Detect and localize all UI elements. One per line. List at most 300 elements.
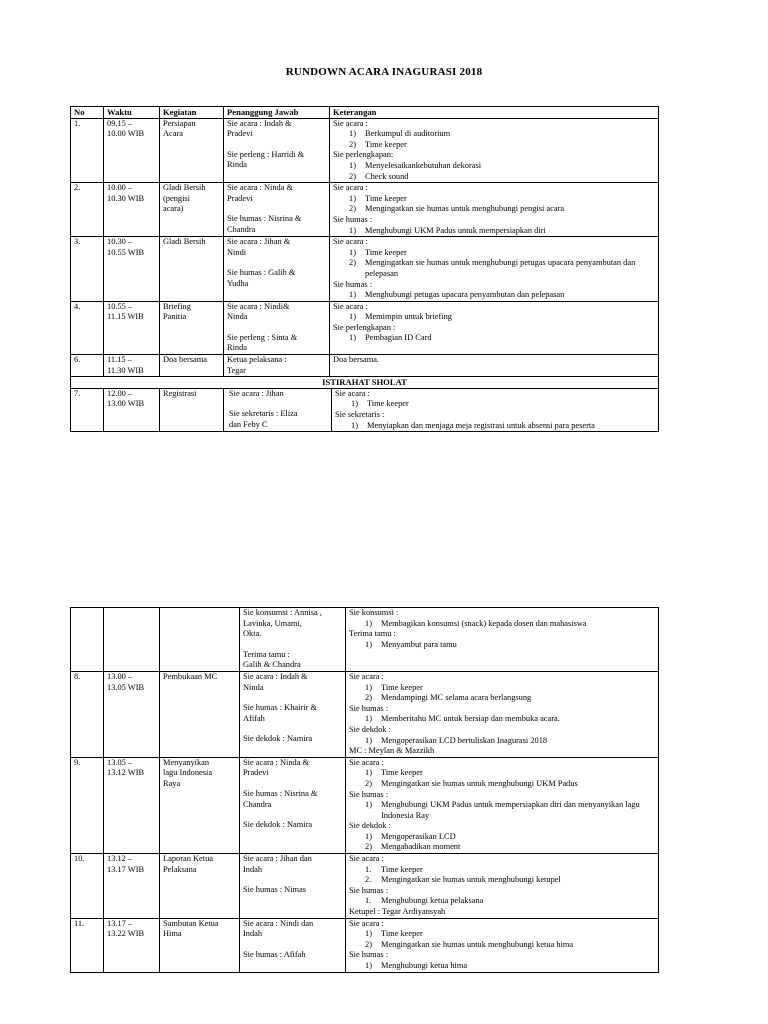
penanggung-jawab-line: Okta.	[243, 629, 262, 639]
penanggung-jawab-line: Ninda	[243, 682, 264, 692]
item-number: 2)	[365, 693, 372, 703]
keterangan-item	[365, 693, 655, 704]
item-number: 1)	[365, 961, 372, 970]
item-number: 1)	[349, 193, 356, 203]
keterangan-cell	[332, 389, 659, 431]
item-number: 1)	[365, 929, 372, 939]
penanggung-jawab-line: Lavinka, Umami,	[243, 618, 302, 628]
keterangan-list	[335, 399, 655, 410]
break-row	[71, 377, 659, 389]
keterangan-item	[349, 290, 655, 301]
item-text: Time keeper	[381, 768, 423, 778]
waktu-cell-line: 13.00 –	[107, 671, 133, 681]
item-text: Check sound	[365, 171, 409, 181]
keterangan-list	[333, 194, 655, 215]
keterangan-item	[365, 683, 655, 694]
keterangan-list	[335, 421, 655, 432]
no-cell	[71, 608, 104, 672]
item-number: 1)	[365, 768, 372, 778]
penanggung-jawab-line: Pradevi	[227, 129, 253, 139]
no-cell-line: 11.	[74, 918, 85, 928]
table-row	[71, 355, 659, 377]
keterangan-item	[349, 333, 655, 344]
header-no: No	[71, 107, 104, 119]
no-cell	[71, 237, 104, 302]
penanggung-jawab-cell	[240, 608, 346, 672]
keterangan-list	[349, 640, 655, 651]
item-number: 1)	[365, 639, 372, 649]
item-text: Menyambut para tamu	[381, 639, 457, 649]
no-cell	[71, 854, 104, 919]
penanggung-jawab-line: Sie acara : Jihan dan	[243, 854, 312, 864]
item-number: 2.	[365, 875, 372, 885]
keterangan-label: Sie humas :	[349, 703, 389, 713]
waktu-cell-line: 13.17 WIB	[107, 864, 145, 874]
penanggung-jawab-line: Indah	[243, 864, 263, 874]
waktu-cell	[104, 388, 160, 431]
keterangan-item	[349, 226, 655, 237]
keterangan-label: Sie humas :	[349, 885, 389, 895]
keterangan-list	[349, 832, 655, 853]
waktu-cell-line: 11.15 WIB	[107, 312, 144, 322]
kegiatan-cell-line: Persiapan	[163, 118, 196, 128]
no-cell	[71, 388, 104, 431]
item-text: Mendampingi MC selama acara berlangsung	[381, 693, 532, 703]
item-text: Memimpin untuk briefing	[365, 312, 452, 322]
item-number: 2)	[365, 778, 372, 788]
table-row	[71, 757, 659, 853]
table-header-row	[71, 107, 659, 119]
keterangan-list	[349, 619, 655, 630]
header-kegiatan: Kegiatan	[160, 107, 224, 119]
waktu-cell-line: 10.30 WIB	[107, 193, 145, 203]
penanggung-jawab-line: Tegar	[227, 365, 246, 375]
waktu-cell-line: 10.30 –	[107, 237, 133, 247]
keterangan-list	[333, 248, 655, 280]
keterangan-label: Sie acara :	[349, 854, 384, 864]
no-cell	[71, 671, 104, 757]
row7-split-cell	[224, 388, 659, 431]
item-text: Menghubungi ketua pelaksana	[381, 896, 484, 906]
item-text: Time keeper	[365, 193, 407, 203]
keterangan-cell	[330, 237, 659, 302]
penanggung-jawab-line: Sie acara : Jihan	[229, 388, 284, 398]
waktu-cell-line: 10.00 –	[107, 183, 133, 193]
kegiatan-cell-line: Panitia	[163, 312, 187, 322]
keterangan-item	[365, 736, 655, 747]
waktu-cell	[104, 355, 160, 377]
no-cell-line: 6.	[74, 355, 81, 365]
keterangan-cell	[330, 118, 659, 183]
no-cell	[71, 355, 104, 377]
penanggung-jawab-cell	[240, 671, 346, 757]
item-number: 1)	[349, 160, 356, 170]
keterangan-list	[349, 896, 655, 907]
waktu-cell-line: 12.00 –	[107, 388, 133, 398]
keterangan-item	[349, 129, 655, 140]
keterangan-item	[365, 842, 655, 853]
penanggung-jawab-line: Afifah	[243, 713, 265, 723]
no-cell-line: 2.	[74, 183, 81, 193]
item-number: 1.	[365, 896, 372, 906]
penanggung-jawab-line: Sie sekretaris : Eliza	[229, 409, 298, 419]
penanggung-jawab-line: Sie humas : Afifah	[243, 949, 306, 959]
keterangan-cell	[346, 918, 659, 972]
waktu-cell-line: 13.12 –	[107, 854, 133, 864]
table-row	[71, 671, 659, 757]
keterangan-item	[365, 929, 655, 940]
table-row	[71, 608, 659, 672]
keterangan-label: Sie acara :	[333, 183, 368, 193]
kegiatan-cell	[160, 757, 240, 853]
item-text: Mengingatkan sie humas untuk menghubungi petugas upacara penyambutan dan pelepasan	[365, 258, 636, 278]
no-cell-line: 10.	[74, 854, 85, 864]
item-number: 1)	[349, 129, 356, 139]
item-text: Time keeper	[381, 682, 423, 692]
penanggung-jawab-cell	[240, 757, 346, 853]
table-row	[71, 388, 659, 431]
item-text: Menghubungi UKM Padus untuk mempersiapkan diri dan menyanyikan lagu Indonesia Ray	[381, 800, 640, 820]
penanggung-jawab-cell	[224, 355, 330, 377]
keterangan-cell	[346, 608, 659, 672]
keterangan-cell	[330, 183, 659, 237]
penanggung-jawab-line: Sie acara : Ninda &	[227, 183, 294, 193]
no-cell	[71, 918, 104, 972]
item-number: 1)	[365, 831, 372, 841]
item-number: 1)	[365, 682, 372, 692]
keterangan-list	[349, 929, 655, 950]
kegiatan-cell-line: Laporan Ketua	[163, 854, 213, 864]
waktu-cell-line: 10.00 WIB	[107, 129, 145, 139]
waktu-cell-line: 10.55 –	[107, 301, 133, 311]
item-text: Menyiapkan dan menjaga meja registrasi untuk absensi para peserta	[367, 420, 595, 430]
table-row	[71, 918, 659, 972]
keterangan-label: Sie humas :	[349, 789, 389, 799]
keterangan-label: Sie humas :	[349, 950, 389, 960]
table-row	[71, 183, 659, 237]
penanggung-jawab-line: Sie perleng : Sinta &	[227, 332, 298, 342]
penanggung-jawab-line: Sie humas : Nisrina &	[227, 214, 302, 224]
keterangan-cell	[346, 854, 659, 919]
kegiatan-cell-line: (pengisi	[163, 193, 190, 203]
penanggung-jawab-line: Pradevi	[227, 193, 253, 203]
penanggung-jawab-line: Ketua pelaksana :	[227, 355, 287, 365]
header-keterangan: Keterangan	[330, 107, 659, 119]
keterangan-item	[365, 832, 655, 843]
penanggung-jawab-line: Rinda	[227, 343, 248, 353]
waktu-cell-line: 11.30 WIB	[107, 365, 144, 375]
keterangan-list	[333, 290, 655, 301]
waktu-cell-line: 11.15 –	[107, 355, 132, 365]
keterangan-item	[349, 204, 655, 215]
keterangan-list	[333, 226, 655, 237]
penanggung-jawab-line: Sie acara : Jihan &	[227, 237, 291, 247]
waktu-cell-line: 13.05 WIB	[107, 682, 145, 692]
keterangan-item	[365, 865, 655, 876]
header-penanggung-jawab: Penanggung Jawab	[224, 107, 330, 119]
kegiatan-cell-line: Pembukaan MC	[163, 671, 218, 681]
kegiatan-cell-line: lagu Indonesia	[163, 768, 213, 778]
penanggung-jawab-line: Nindi	[227, 247, 247, 257]
item-text: Mengingatkan sie humas untuk menghubungi UKM Padus	[381, 778, 578, 788]
penanggung-jawab-line: Galih & Chandra	[243, 660, 301, 670]
keterangan-item	[349, 258, 655, 279]
penanggung-jawab-line: Pradevi	[243, 768, 269, 778]
keterangan-label: Sie acara :	[349, 757, 384, 767]
item-text: Time keeper	[381, 864, 423, 874]
item-text: Pembagian ID Card	[365, 333, 432, 343]
keterangan-label: Doa bersama.	[333, 355, 380, 365]
keterangan-cell	[330, 355, 659, 377]
item-text: Mengingatkan sie humas untuk menghubungi pengisi acara	[365, 204, 565, 214]
penanggung-jawab-cell	[224, 237, 330, 302]
waktu-cell	[104, 671, 160, 757]
keterangan-label: Sie acara :	[333, 118, 368, 128]
penanggung-jawab-line: Sie humas : Khairir &	[243, 703, 317, 713]
item-text: Time keeper	[365, 247, 407, 257]
penanggung-jawab-line: Sie acara : Nindi dan	[243, 918, 314, 928]
item-number: 1)	[365, 618, 372, 628]
item-number: 1)	[349, 247, 356, 257]
item-number: 2)	[349, 171, 356, 181]
keterangan-item	[351, 421, 655, 432]
penanggung-jawab-line: Sie dekdok : Namira	[243, 820, 313, 830]
item-text: Menghubungi UKM Padus untuk mempersiapkan diri	[365, 225, 546, 235]
keterangan-label: Sie dekdok :	[349, 724, 391, 734]
penanggung-jawab-line: Ninda	[227, 312, 248, 322]
keterangan-list	[349, 800, 655, 821]
keterangan-item	[365, 768, 655, 779]
waktu-cell	[104, 854, 160, 919]
item-text: Mengabadikan moment	[381, 842, 461, 852]
keterangan-label: Sie humas :	[333, 279, 373, 289]
table-row	[71, 301, 659, 354]
header-waktu: Waktu	[104, 107, 160, 119]
waktu-cell-line: 10.55 WIB	[107, 247, 145, 257]
no-cell	[71, 118, 104, 183]
waktu-cell	[104, 608, 160, 672]
item-number: 2)	[349, 204, 356, 214]
keterangan-label: Sie perlengkapan:	[333, 150, 394, 160]
keterangan-label: Sie acara :	[333, 237, 368, 247]
penanggung-jawab-line: Chandra	[227, 224, 256, 234]
no-cell	[71, 183, 104, 237]
keterangan-item	[349, 140, 655, 151]
penanggung-jawab-line: Sie humas : Nisrina &	[243, 788, 318, 798]
item-text: Berkumpul di auditorium	[365, 129, 451, 139]
item-number: 1)	[349, 333, 356, 343]
kegiatan-cell	[160, 918, 240, 972]
keterangan-label: Sie sekretaris :	[335, 410, 385, 420]
keterangan-item	[365, 940, 655, 951]
keterangan-item	[365, 875, 655, 886]
no-cell-line: 1.	[74, 118, 81, 128]
keterangan-label: Sie perlengkapan :	[333, 322, 396, 332]
keterangan-cell	[346, 671, 659, 757]
item-number: 2)	[349, 258, 356, 268]
no-cell-line: 3.	[74, 237, 81, 247]
penanggung-jawab-line: Sie acara : Nindi&	[227, 301, 290, 311]
kegiatan-cell-line: Menyanyikan	[163, 757, 210, 767]
table-row	[71, 854, 659, 919]
item-number: 2)	[365, 939, 372, 949]
keterangan-label: Sie acara :	[349, 671, 384, 681]
kegiatan-cell-line: Registrasi	[163, 388, 197, 398]
penanggung-jawab-cell	[224, 389, 332, 431]
waktu-cell	[104, 237, 160, 302]
item-number: 1)	[351, 399, 358, 409]
item-number: 2)	[349, 139, 356, 149]
kegiatan-cell	[160, 118, 224, 183]
kegiatan-cell	[160, 671, 240, 757]
keterangan-label: MC : Meylan & Mazzikh	[349, 746, 435, 756]
keterangan-list	[333, 161, 655, 182]
kegiatan-cell-line: Doa bersama	[163, 355, 207, 365]
kegiatan-cell-line: Pelaksana	[163, 864, 197, 874]
waktu-cell-line: 09.15 –	[107, 118, 133, 128]
item-number: 1)	[365, 714, 372, 724]
item-number: 1)	[349, 312, 356, 322]
page-title: RUNDOWN ACARA INAGURASI 2018	[285, 66, 483, 78]
penanggung-jawab-line: Sie dekdok : Namira	[243, 734, 313, 744]
penanggung-jawab-line: Rinda	[227, 160, 248, 170]
waktu-cell-line: 13.05 –	[107, 757, 133, 767]
keterangan-list	[333, 333, 655, 344]
keterangan-list	[349, 768, 655, 789]
keterangan-list	[349, 683, 655, 704]
keterangan-label: Sie acara :	[335, 388, 370, 398]
keterangan-list	[349, 865, 655, 886]
no-cell	[71, 301, 104, 354]
keterangan-label: Sie dekdok :	[349, 821, 391, 831]
break-label: ISTIRAHAT SHOLAT	[71, 377, 659, 389]
kegiatan-cell	[160, 854, 240, 919]
keterangan-item	[349, 248, 655, 259]
keterangan-item	[365, 714, 655, 725]
item-number: 1)	[349, 290, 356, 300]
keterangan-list	[349, 961, 655, 972]
keterangan-item	[365, 619, 655, 630]
item-text: Menghubungi ketua hima	[381, 961, 468, 970]
keterangan-item	[365, 640, 655, 651]
penanggung-jawab-line: Sie acara : Ninda &	[243, 757, 310, 767]
no-cell	[71, 757, 104, 853]
waktu-cell	[104, 918, 160, 972]
kegiatan-cell	[160, 237, 224, 302]
table-row	[71, 118, 659, 183]
rundown-table-page-2	[70, 607, 659, 973]
keterangan-item	[349, 161, 655, 172]
keterangan-list	[349, 714, 655, 725]
row7-nested-table	[224, 389, 658, 431]
penanggung-jawab-line: Sie acara : Indah &	[243, 671, 308, 681]
keterangan-label: Sie acara :	[333, 301, 368, 311]
item-text: Mengoperasikan LCD bertuliskan Inagurasi 2018	[381, 735, 548, 745]
keterangan-label: Sie konsumsi :	[349, 608, 399, 617]
penanggung-jawab-line: Chandra	[243, 799, 272, 809]
keterangan-label: Terima tamu :	[349, 629, 396, 639]
keterangan-item	[349, 194, 655, 205]
item-text: Mengingatkan sie humas untuk menghubungi ketua hima	[381, 939, 574, 949]
keterangan-list	[333, 312, 655, 323]
item-text: Mengingatkan sie humas untuk menghubungi ketupel	[381, 875, 561, 885]
penanggung-jawab-line: dan Feby C	[229, 420, 268, 430]
item-text: Time keeper	[365, 139, 407, 149]
no-cell-line: 4.	[74, 301, 81, 311]
item-text: Membagikan konsumsi (snack) kepada dosen dan mahasiswa	[381, 618, 587, 628]
penanggung-jawab-line: Sie humas : Nimas	[243, 885, 307, 895]
keterangan-label: Sie humas :	[333, 214, 373, 224]
keterangan-item	[349, 172, 655, 183]
kegiatan-cell	[160, 355, 224, 377]
kegiatan-cell-line: acara)	[163, 204, 184, 214]
kegiatan-cell-line: Briefing	[163, 301, 191, 311]
keterangan-item	[365, 896, 655, 907]
item-number: 1)	[365, 800, 372, 810]
kegiatan-cell-line: Gladi Bersih	[163, 237, 206, 247]
kegiatan-cell-line: Sambutan Ketua	[163, 918, 219, 928]
keterangan-cell	[346, 757, 659, 853]
item-number: 1.	[365, 864, 372, 874]
keterangan-label: Sie acara :	[349, 918, 384, 928]
waktu-cell-line: 13.00 WIB	[107, 399, 145, 409]
kegiatan-cell	[160, 388, 224, 431]
waktu-cell	[104, 118, 160, 183]
item-text: Time keeper	[367, 399, 409, 409]
no-cell-line: 9.	[74, 757, 81, 767]
keterangan-item	[365, 800, 655, 821]
kegiatan-cell	[160, 183, 224, 237]
no-cell-line: 8.	[74, 671, 81, 681]
kegiatan-cell	[160, 301, 224, 354]
kegiatan-cell-line: Gladi Bersih	[163, 183, 206, 193]
rundown-table-page-1	[70, 106, 659, 432]
waktu-cell	[104, 301, 160, 354]
item-text: Time keeper	[381, 929, 423, 939]
penanggung-jawab-cell	[224, 183, 330, 237]
waktu-cell-line: 13.22 WIB	[107, 929, 145, 939]
table-row	[71, 237, 659, 302]
keterangan-cell	[330, 301, 659, 354]
waktu-cell-line: 13.17 –	[107, 918, 133, 928]
waktu-cell-line: 13.12 WIB	[107, 768, 145, 778]
keterangan-item	[365, 779, 655, 790]
kegiatan-cell	[160, 608, 240, 672]
penanggung-jawab-cell	[240, 918, 346, 972]
penanggung-jawab-line: Terima tamu :	[243, 649, 290, 659]
keterangan-list	[333, 129, 655, 150]
penanggung-jawab-cell	[240, 854, 346, 919]
penanggung-jawab-line: Sie konsumsi : Annisa ,	[243, 608, 322, 617]
item-number: 1)	[349, 225, 356, 235]
keterangan-list	[349, 736, 655, 747]
penanggung-jawab-line: Sie acara : Indah &	[227, 118, 292, 128]
item-number: 1)	[351, 420, 358, 430]
penanggung-jawab-cell	[224, 118, 330, 183]
keterangan-label: Ketupel : Tegar Ardiyansyah	[349, 907, 446, 917]
penanggung-jawab-line: Indah	[243, 929, 263, 939]
item-text: Mengoperasikan LCD	[381, 831, 456, 841]
no-cell-line: 7.	[74, 388, 81, 398]
item-number: 2)	[365, 842, 372, 852]
waktu-cell	[104, 757, 160, 853]
penanggung-jawab-line: Sie perleng : Harridi &	[227, 149, 305, 159]
penanggung-jawab-line: Sie humas : Galih &	[227, 268, 296, 278]
item-text: Memberitahu MC untuk bersiap dan membuka acara.	[381, 714, 560, 724]
keterangan-item	[349, 312, 655, 323]
item-text: Menghubungi petugas upacara penyambutan dan pelepasan	[365, 290, 565, 300]
waktu-cell	[104, 183, 160, 237]
